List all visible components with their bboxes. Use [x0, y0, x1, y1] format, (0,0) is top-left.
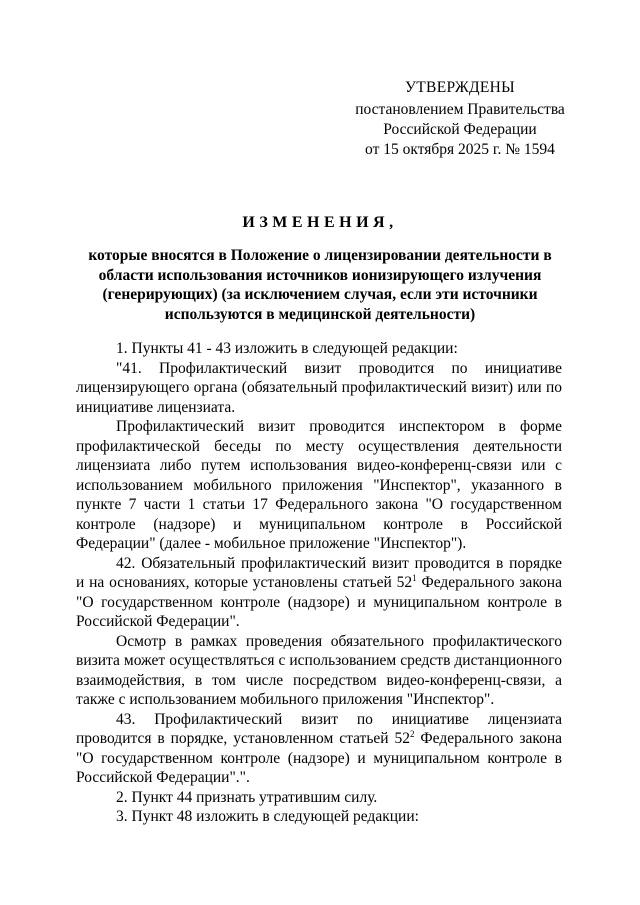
paragraph-6-text-b: Федерального закона "О государственном контроле (надзоре) и муниципальном контроле в Российской Федерации".". [76, 730, 562, 786]
paragraph-4-text-a: 42. Обязательный профилактический визит проводится в порядке и на основаниях, которые установлены статьей 52 [76, 554, 562, 591]
approval-line-2: Российской Федерации [383, 121, 537, 138]
approval-line-3: от 15 октября 2025 г. № 1594 [365, 141, 555, 158]
paragraph-4 [76, 554, 562, 632]
paragraph-7: 2. Пункт 44 признать утратившим силу. [116, 788, 378, 806]
paragraph-3: Профилактический визит проводится инспектором в форме профилактической беседы по месту осуществления деятельности лицензиата либо путем использования видео-конференц-связи или с использованием мобильного приложения "Инспектор", указанного в пункте 7 части 1 статьи 17 Федерального закона "О государственном контроле (надзоре) и муниципальном контроле в Российской Федерации" (далее - мобильное приложение "Инспектор"). [76, 418, 562, 552]
paragraph-5: Осмотр в рамках проведения обязательного профилактического визита может осуществляться с использованием средств дистанционного взаимодействия, в том числе посредством видео-конференц-связи, а также с использованием мобильного приложения "Инспектор". [76, 632, 562, 708]
approval-block [330, 78, 590, 160]
paragraph-6 [76, 710, 562, 788]
document-title: ИЗМЕНЕНИЯ, [242, 214, 398, 231]
paragraph-8: 3. Пункт 48 изложить в следующей редакции: [116, 808, 419, 825]
approval-heading: УТВЕРЖДЕНЫ [405, 79, 515, 96]
paragraph-4-text-b: Федерального закона "О государственном контроле (надзоре) и муниципальном контроле в Российской Федерации". [76, 574, 562, 630]
document-body [76, 339, 562, 827]
paragraph-1: 1. Пункты 41 - 43 изложить в следующей редакции: [116, 340, 458, 357]
paragraph-6-text-a: 43. Профилактический визит по инициативе лицензиата проводится в порядке, установленном статьей 52 [76, 710, 562, 747]
paragraph-4-superscript: 1 [412, 572, 417, 583]
document-subtitle: которые вносятся в Положение о лицензировании деятельности в области использования источников ионизирующего излучения (генерирующих) (за исключением случая, если эти источники используются в медицинской деятельности) [88, 247, 552, 323]
paragraph-6-superscript: 2 [409, 728, 415, 739]
approval-line-1: постановлением Правительства [355, 101, 565, 118]
paragraph-2: "41. Профилактический визит проводится по инициативе лицензирующего органа (обязательный профилактический визит) или по инициативе лицензиата. [76, 359, 562, 416]
